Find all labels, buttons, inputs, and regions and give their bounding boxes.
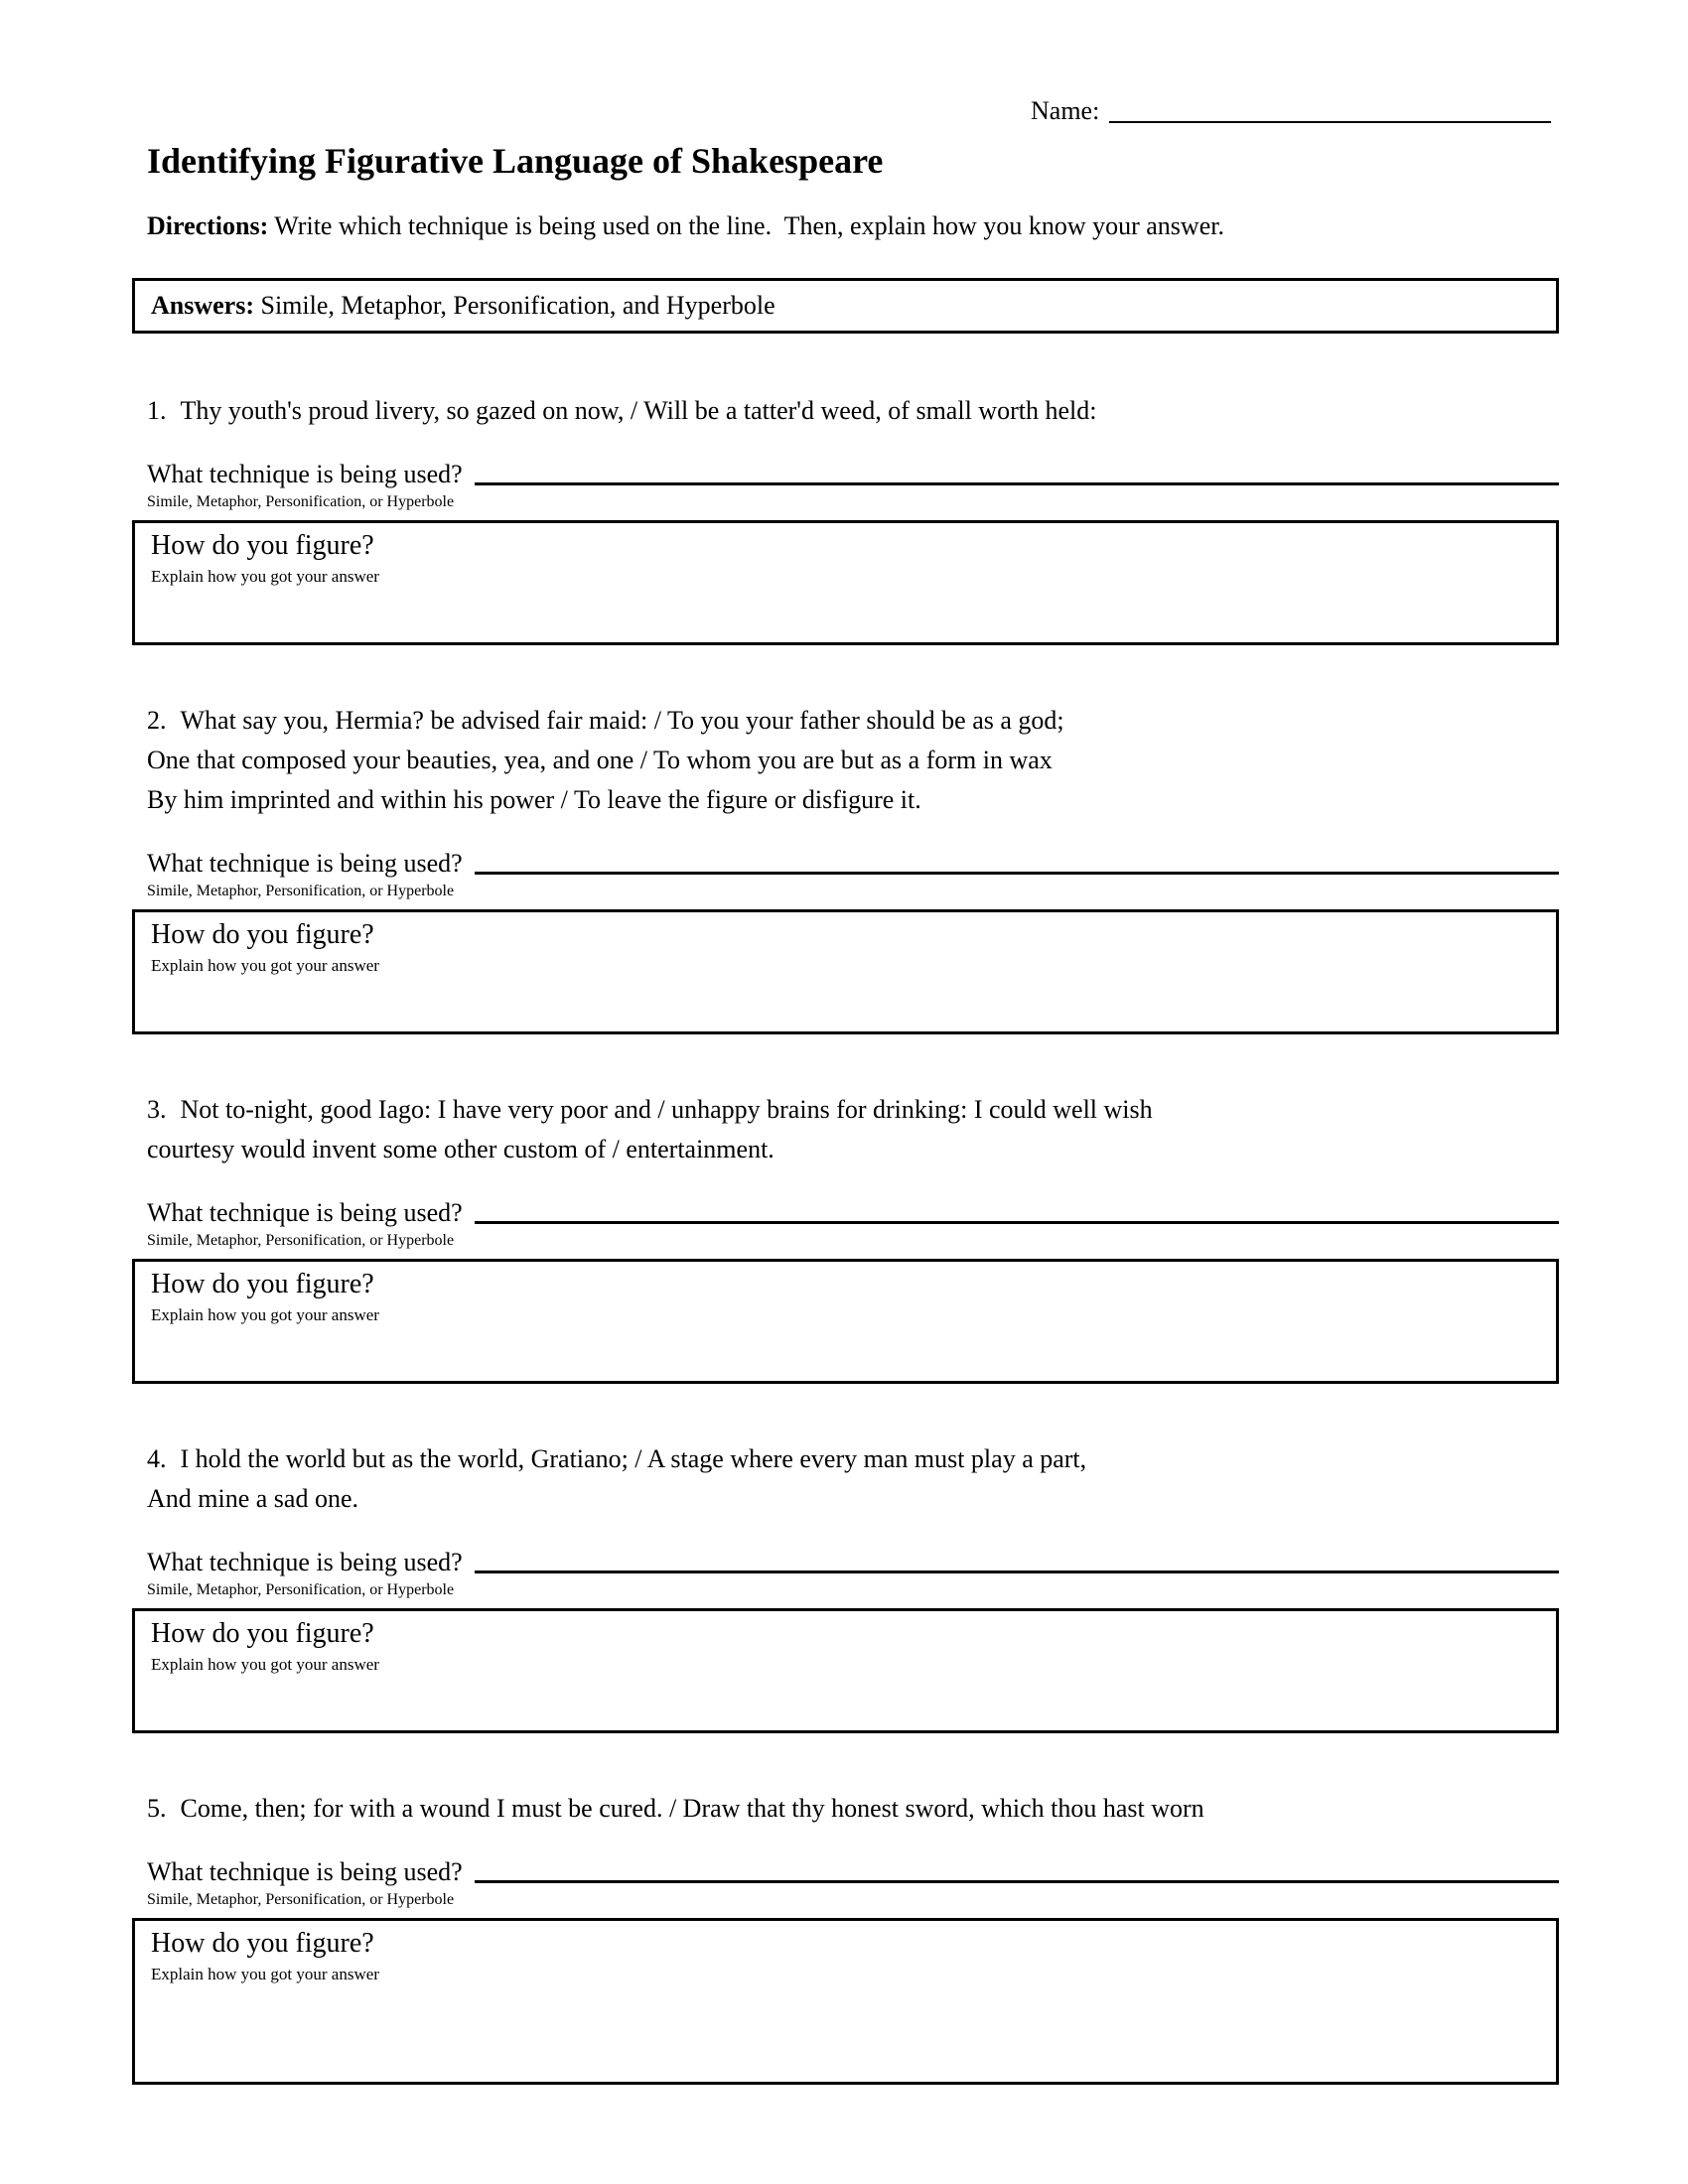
name-fill-line[interactable] bbox=[1109, 99, 1551, 123]
answers-box bbox=[132, 278, 1559, 334]
figure-prompt: How do you figure? bbox=[151, 919, 374, 950]
technique-prompt: What technique is being used? bbox=[147, 460, 463, 488]
question-line: What say you, Hermia? be advised fair maid: / To you your father should be as a god; bbox=[180, 706, 1064, 735]
question-number: 4. bbox=[147, 1444, 167, 1473]
technique-row bbox=[147, 1856, 1559, 1888]
question-block bbox=[147, 1439, 1559, 1733]
name-label: Name: bbox=[1031, 96, 1100, 125]
directions-text: Write which technique is being used on the line. Then, explain how you know your answer. bbox=[268, 211, 1224, 240]
question-block bbox=[147, 701, 1559, 1034]
answers-text: Simile, Metaphor, Personification, and Hyperbole bbox=[254, 291, 775, 320]
question-block bbox=[147, 1090, 1559, 1384]
question-number: 1. bbox=[147, 396, 167, 425]
question-number: 2. bbox=[147, 706, 167, 735]
figure-hint: Explain how you got your answer bbox=[151, 956, 379, 975]
directions bbox=[147, 210, 1559, 242]
figure-answer-box[interactable] bbox=[132, 1918, 1559, 2085]
question-line: Thy youth's proud livery, so gazed on now, / Will be a tatter'd weed, of small worth held: bbox=[180, 396, 1097, 425]
technique-row bbox=[147, 1197, 1559, 1229]
question-lines bbox=[147, 1444, 1559, 1519]
directions-label: Directions: bbox=[147, 211, 269, 240]
technique-prompt: What technique is being used? bbox=[147, 1198, 463, 1227]
technique-answer-line[interactable] bbox=[475, 851, 1559, 875]
question-text bbox=[147, 1090, 1559, 1169]
technique-answer-line[interactable] bbox=[475, 1859, 1559, 1883]
question-lines bbox=[147, 1095, 1559, 1169]
technique-hint: Simile, Metaphor, Personification, or Hyperbole bbox=[147, 883, 455, 899]
figure-prompt: How do you figure? bbox=[151, 1618, 374, 1649]
figure-answer-box[interactable] bbox=[132, 520, 1559, 645]
question-text bbox=[147, 391, 1559, 431]
figure-hint: Explain how you got your answer bbox=[151, 1305, 379, 1324]
question-line: courtesy would invent some other custom of / entertainment. bbox=[147, 1135, 774, 1163]
figure-prompt: How do you figure? bbox=[151, 1269, 374, 1299]
question-block bbox=[147, 1789, 1559, 2085]
technique-answer-line[interactable] bbox=[475, 462, 1559, 485]
figure-hint: Explain how you got your answer bbox=[151, 1965, 379, 1983]
question-lines bbox=[147, 706, 1559, 820]
worksheet-page bbox=[147, 0, 1559, 2085]
figure-hint: Explain how you got your answer bbox=[151, 567, 379, 586]
question-line: One that composed your beauties, yea, and one / To whom you are but as a form in wax bbox=[147, 746, 1053, 774]
figure-hint: Explain how you got your answer bbox=[151, 1655, 379, 1674]
question-lines bbox=[181, 396, 1097, 425]
technique-answer-line[interactable] bbox=[475, 1550, 1559, 1573]
name-row bbox=[1031, 95, 1551, 127]
technique-answer-line[interactable] bbox=[475, 1200, 1559, 1224]
question-line: Come, then; for with a wound I must be cured. / Draw that thy honest sword, which thou hast worn bbox=[180, 1794, 1204, 1823]
technique-row bbox=[147, 848, 1559, 880]
question-text bbox=[147, 1789, 1559, 1829]
page-title: Identifying Figurative Language of Shakespeare bbox=[147, 141, 884, 181]
question-line: By him imprinted and within his power / To leave the figure or disfigure it. bbox=[147, 785, 921, 814]
question-text bbox=[147, 1439, 1559, 1519]
question-line: And mine a sad one. bbox=[147, 1484, 359, 1513]
technique-hint: Simile, Metaphor, Personification, or Hyperbole bbox=[147, 1232, 455, 1249]
figure-prompt: How do you figure? bbox=[151, 530, 374, 561]
technique-hint: Simile, Metaphor, Personification, or Hyperbole bbox=[147, 1891, 455, 1908]
question-text bbox=[147, 701, 1559, 820]
technique-prompt: What technique is being used? bbox=[147, 1548, 463, 1576]
technique-prompt: What technique is being used? bbox=[147, 849, 463, 878]
technique-hint: Simile, Metaphor, Personification, or Hyperbole bbox=[147, 493, 455, 510]
question-lines bbox=[181, 1794, 1204, 1823]
figure-prompt: How do you figure? bbox=[151, 1928, 374, 1959]
technique-row bbox=[147, 1547, 1559, 1578]
technique-row bbox=[147, 459, 1559, 490]
figure-answer-box[interactable] bbox=[132, 1608, 1559, 1733]
figure-answer-box[interactable] bbox=[132, 1259, 1559, 1384]
technique-hint: Simile, Metaphor, Personification, or Hyperbole bbox=[147, 1581, 455, 1598]
figure-answer-box[interactable] bbox=[132, 909, 1559, 1034]
question-number: 3. bbox=[147, 1095, 167, 1124]
questions-list bbox=[147, 391, 1559, 2085]
technique-prompt: What technique is being used? bbox=[147, 1857, 463, 1886]
question-line: I hold the world but as the world, Gratiano; / A stage where every man must play a part, bbox=[180, 1444, 1087, 1473]
question-number: 5. bbox=[147, 1794, 167, 1823]
question-line: Not to-night, good Iago: I have very poor and / unhappy brains for drinking: I could well wish bbox=[180, 1095, 1153, 1124]
answers-label: Answers: bbox=[151, 291, 254, 320]
question-block bbox=[147, 391, 1559, 645]
